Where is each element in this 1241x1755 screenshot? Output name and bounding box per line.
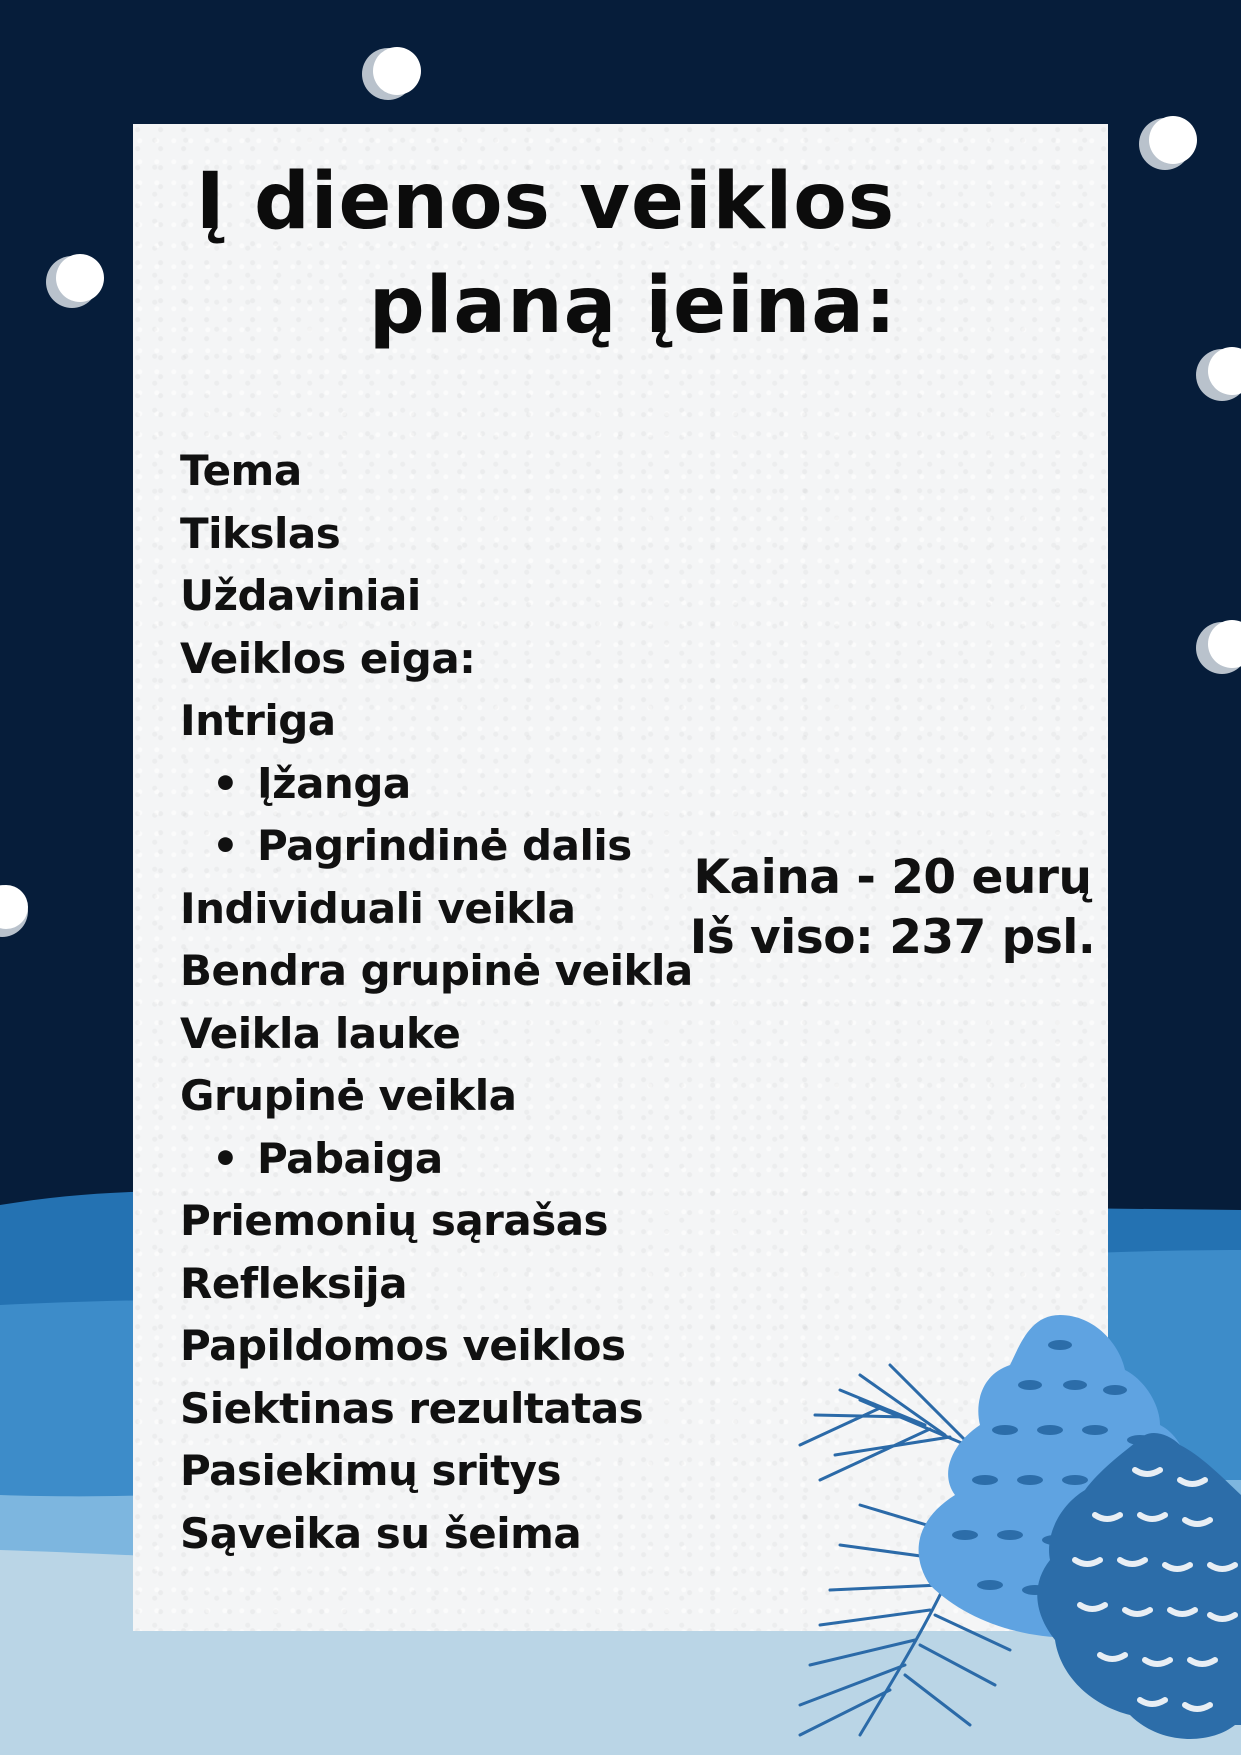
list-item: Sąveika su šeima — [180, 1508, 582, 1558]
list-item: Siektinas rezultatas — [180, 1383, 644, 1433]
activity-plan-list — [180, 440, 693, 1565]
list-item: Bendra grupinė veikla — [180, 946, 693, 995]
price-text: Kaina - 20 eurų — [693, 850, 1092, 905]
list-item: Refleksija — [180, 1258, 408, 1308]
page-title — [133, 150, 1108, 358]
list-item: Intriga — [180, 696, 336, 745]
page-count-text: Iš viso: 237 psl. — [689, 910, 1096, 965]
list-item: Veikla lauke — [180, 1008, 461, 1058]
list-item: Papildomos veiklos — [180, 1321, 626, 1370]
pine-cone-decoration — [740, 1305, 1241, 1755]
list-item: Veiklos eiga: — [180, 633, 476, 683]
list-item: Grupinė veikla — [180, 1071, 517, 1120]
list-item: Priemonių sąrašas — [180, 1196, 609, 1245]
list-item: Uždaviniai — [180, 571, 421, 620]
price-info — [680, 848, 1105, 968]
list-item-bullet: • Įžanga — [180, 753, 693, 816]
title-line-1: Į dienos veiklos — [195, 157, 896, 247]
title-line-2: planą įeina: — [368, 261, 898, 351]
list-item: Tema — [180, 446, 302, 495]
list-item: Pasiekimų sritys — [180, 1446, 562, 1495]
list-item-bullet: • Pagrindinė dalis — [180, 815, 693, 878]
list-item-bullet: • Pabaiga — [180, 1128, 693, 1191]
list-item: Individuali veikla — [180, 883, 576, 933]
list-item: Tikslas — [180, 508, 341, 558]
